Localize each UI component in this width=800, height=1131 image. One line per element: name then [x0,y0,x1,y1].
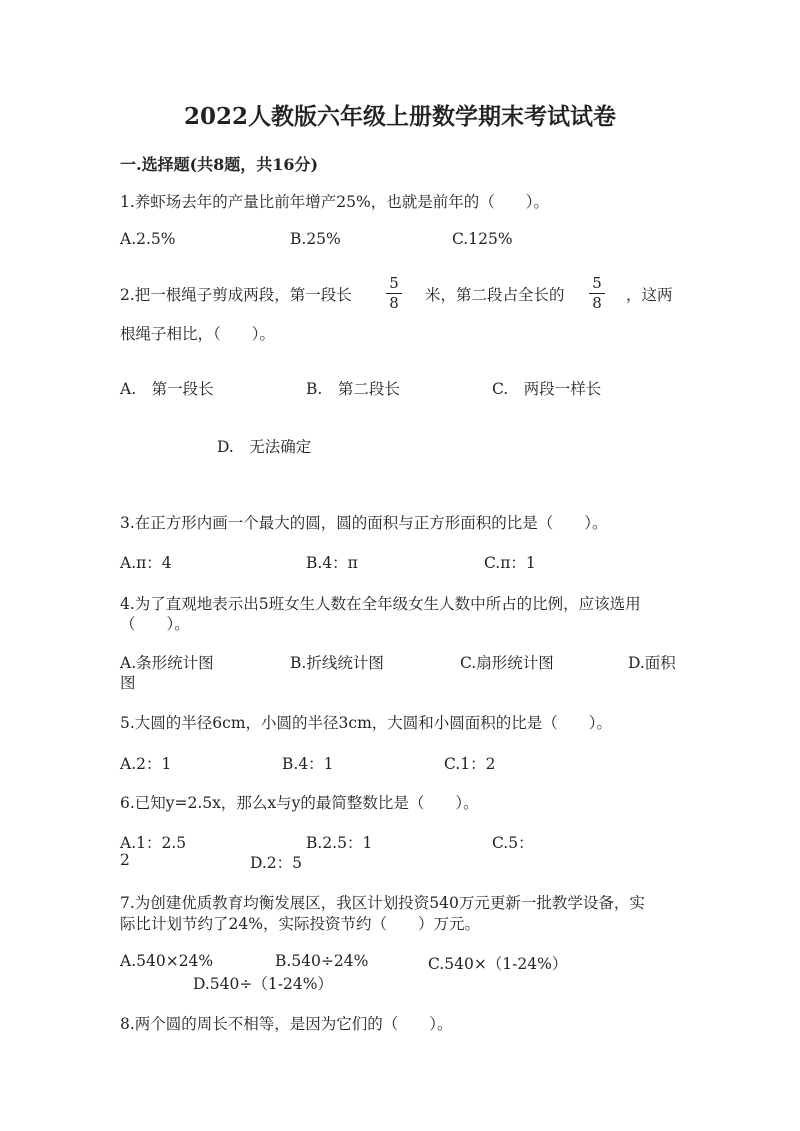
question-4-option-d-wrap: 图 [120,674,136,692]
question-4-text-line1: 4.为了直观地表示出5班女生人数在全年级女生人数中所占的比例，应该选用 [120,595,641,613]
question-4-text-line2: （ ）。 [120,615,190,633]
question-2-text-line2: 根绳子相比，（ ）。 [120,325,276,343]
question-2-option-a: A. 第一段长 [120,380,214,398]
question-8-text: 8.两个圆的周长不相等，是因为它们的（ ）。 [120,1015,453,1033]
fraction-numerator: 5 [389,274,399,292]
question-4-option-c: C.扇形统计图 [460,654,554,672]
page-title: 2022人教版六年级上册数学期末考试试卷 [183,103,616,130]
question-2-option-c: C. 两段一样长 [492,380,602,398]
question-2-text-part1: 2.把一根绳子剪成两段，第一段长 [120,286,352,304]
question-1-text: 1.养虾场去年的产量比前年增产25%，也就是前年的（ ）。 [120,193,549,211]
question-1-option-c: C.125% [452,230,513,248]
section-heading: 一.选择题(共8题，共16分) [120,155,319,174]
question-7-text-line2: 际比计划节约了24%，实际投资节约（ ）万元。 [120,915,480,933]
fraction-numerator: 5 [592,274,602,292]
question-7-text-line1: 7.为创建优质教育均衡发展区，我区计划投资540万元更新一批教学设备，实 [120,894,645,912]
question-6-option-c: C.5： [492,834,534,852]
question-3-option-c: C.π：1 [484,554,536,572]
question-6-option-a: A.1：2.5 [120,834,187,852]
question-7-option-d: D.540÷（1-24%） [193,975,333,993]
question-2-option-d: D. 无法确定 [217,438,312,456]
question-5-option-c: C.1：2 [444,755,496,773]
question-7-option-c: C.540×（1-24%） [428,955,568,973]
question-2-fraction-2 [589,276,605,311]
question-5-option-a: A.2：1 [120,755,172,773]
question-6-option-c-wrap: 2 [120,851,130,869]
question-4-option-d: D.面积 [628,654,676,672]
question-7-option-b: B.540÷24% [275,952,369,970]
fraction-denominator: 8 [389,294,399,312]
question-2-text-part3: ，这两 [626,286,673,304]
question-4-option-b: B.折线统计图 [290,654,384,672]
question-6-option-d: D.2：5 [250,854,303,872]
question-1-option-b: B.25% [290,230,341,248]
fraction-denominator: 8 [592,294,602,312]
question-4-option-a: A.条形统计图 [120,654,214,672]
question-6-text: 6.已知y=2.5x，那么x与y的最简整数比是（ ）。 [120,794,479,812]
question-7-option-a: A.540×24% [120,952,214,970]
question-6-option-b: B.2.5：1 [306,834,373,852]
question-3-option-a: A.π：4 [120,554,172,572]
question-5-option-b: B.4：1 [282,755,334,773]
question-2-text-part2: 米，第二段占全长的 [425,286,565,304]
question-2-option-b: B. 第二段长 [306,380,400,398]
question-3-text: 3.在正方形内画一个最大的圆，圆的面积与正方形面积的比是（ ）。 [120,514,608,532]
question-3-option-b: B.4：π [306,554,358,572]
question-1-option-a: A.2.5% [120,230,176,248]
question-5-text: 5.大圆的半径6cm，小圆的半径3cm，大圆和小圆面积的比是（ ）。 [120,714,613,732]
question-2-fraction-1 [386,276,402,311]
